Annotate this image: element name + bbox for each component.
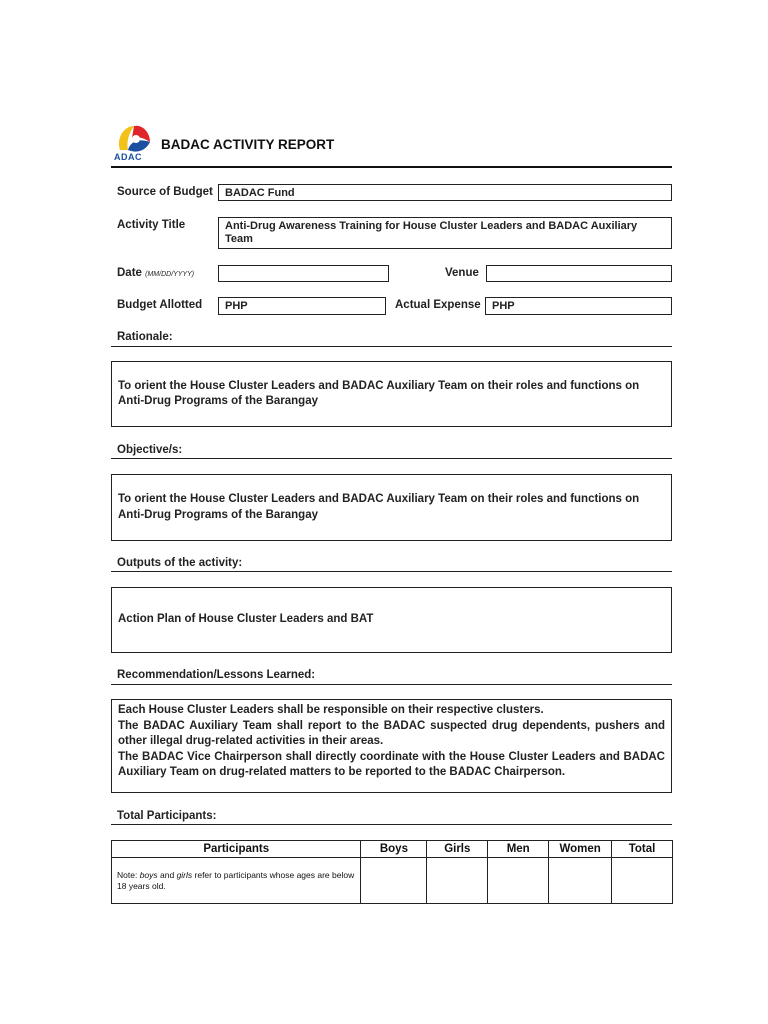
date-format-hint: (MM/DD/YYYY) (145, 271, 195, 278)
participants-rule (111, 824, 672, 825)
rationale-rule (111, 346, 672, 347)
col-women: Women (549, 841, 612, 858)
col-total: Total (612, 841, 673, 858)
note-prefix: Note: (117, 869, 140, 880)
men-count-cell[interactable] (488, 858, 549, 904)
participants-header-row (112, 841, 673, 858)
recommendation-line-3: The BADAC Vice Chairperson shall directly coordinate with the House Cluster Leaders and BADAC Auxiliary Team on drug-related matters to be reported to the BADAC Chairperson. (118, 750, 665, 778)
actual-expense-label: Actual Expense (395, 299, 481, 311)
badac-logo-icon (112, 122, 156, 156)
budget-allotted-field[interactable]: PHP (218, 297, 386, 315)
objectives-title: Objective/s: (117, 444, 183, 456)
outputs-text: Action Plan of House Cluster Leaders and BAT (118, 613, 374, 626)
actual-expense-field[interactable]: PHP (485, 297, 672, 315)
badac-logo (112, 122, 156, 166)
col-boys: Boys (361, 841, 427, 858)
outputs-title: Outputs of the activity: (117, 557, 243, 569)
activity-title-label: Activity Title (117, 219, 186, 231)
col-girls: Girls (427, 841, 488, 858)
recommendation-line-1: Each House Cluster Leaders shall be responsible on their respective clusters. (118, 704, 544, 716)
venue-field[interactable] (486, 265, 672, 282)
activity-title-field[interactable]: Anti-Drug Awareness Training for House Cluster Leaders and BADAC Auxiliary Team (218, 217, 672, 249)
date-field[interactable] (218, 265, 389, 282)
venue-label: Venue (445, 267, 479, 279)
participants-title: Total Participants: (117, 810, 217, 822)
outputs-rule (111, 571, 672, 572)
note-suffix: refer to participants whose ages are below 18 years old. (117, 869, 355, 891)
page-title: BADAC ACTIVITY REPORT (161, 137, 335, 152)
recommendation-line-2: The BADAC Auxiliary Team shall report to the BADAC suspected drug dependents, pushers and other illegal drug-related activities in their areas. (118, 719, 665, 747)
objectives-box[interactable] (111, 474, 672, 541)
objectives-text: To orient the House Cluster Leaders and BADAC Auxiliary Team on their roles and functions on Anti-Drug Programs of the Barangay (118, 493, 640, 521)
note-boys: boys (139, 869, 158, 880)
recommendation-rule (111, 684, 672, 685)
col-participants: Participants (112, 841, 361, 858)
logo-text: ADAC (114, 152, 142, 162)
source-of-budget-field[interactable]: BADAC Fund (218, 184, 672, 201)
boys-count-cell[interactable] (361, 858, 427, 904)
outputs-box[interactable] (111, 587, 672, 653)
date-label (117, 267, 194, 279)
objectives-rule (111, 458, 672, 459)
date-label-text: Date (117, 267, 142, 279)
table-row (112, 858, 673, 904)
total-count-cell[interactable] (612, 858, 673, 904)
recommendation-box[interactable] (111, 699, 672, 793)
title-rule (111, 166, 672, 168)
budget-allotted-label: Budget Allotted (117, 299, 203, 311)
rationale-box[interactable] (111, 361, 672, 427)
source-of-budget-label: Source of Budget (117, 186, 213, 198)
recommendation-title: Recommendation/Lessons Learned: (117, 669, 316, 681)
note-girls: girls (176, 869, 193, 880)
participants-table (111, 840, 673, 904)
rationale-text: To orient the House Cluster Leaders and BADAC Auxiliary Team on their roles and functions on Anti-Drug Programs of the Barangay (118, 379, 640, 407)
rationale-title: Rationale: (117, 331, 173, 343)
girls-count-cell[interactable] (427, 858, 488, 904)
women-count-cell[interactable] (549, 858, 612, 904)
note-and: and (157, 869, 177, 880)
col-men: Men (488, 841, 549, 858)
participants-note (112, 858, 361, 904)
